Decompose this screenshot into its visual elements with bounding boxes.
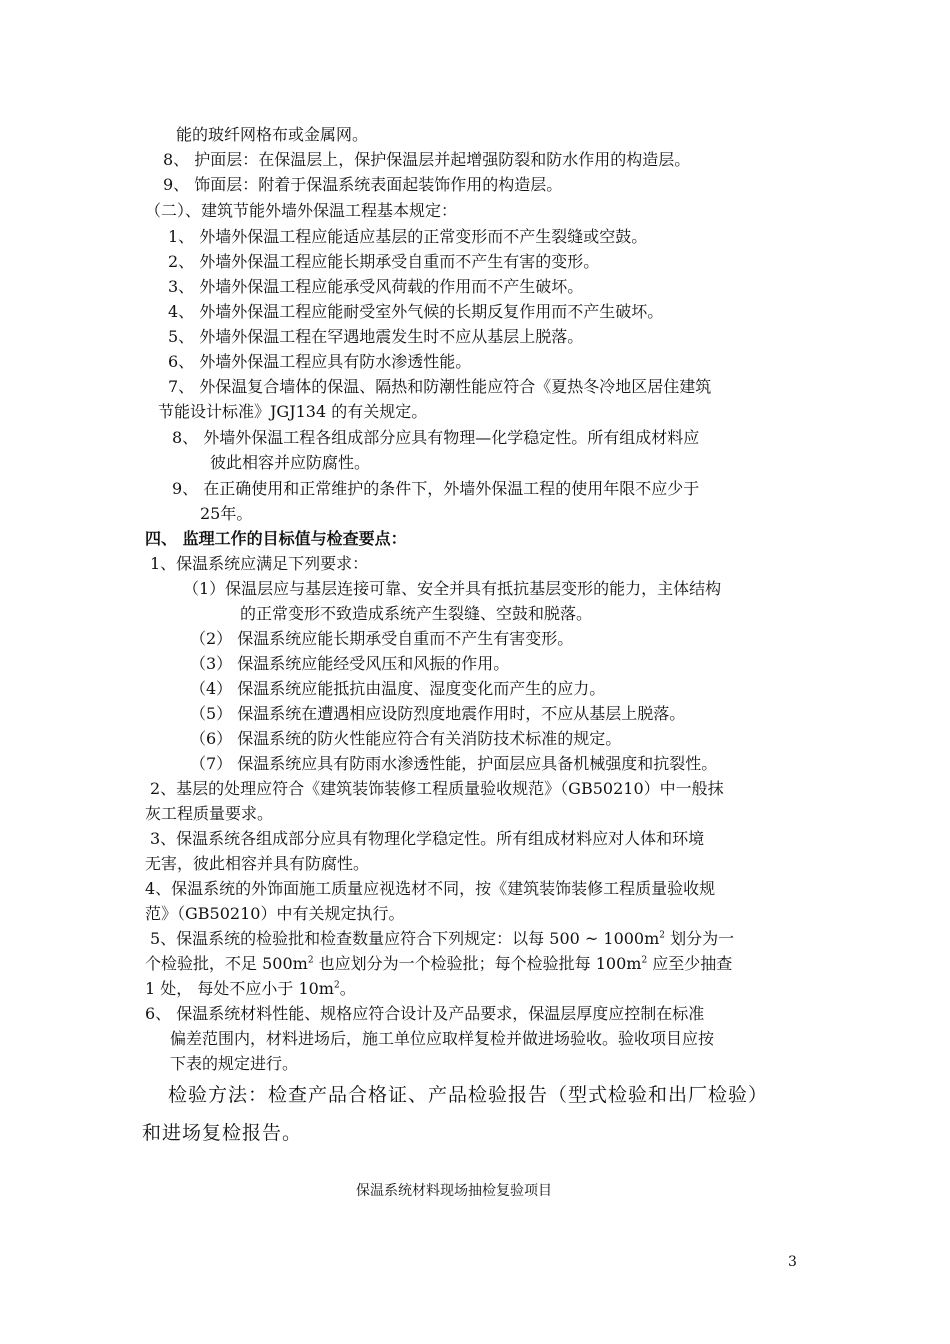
- requirement-5: [150, 927, 734, 951]
- rule-item-8: 8、 外墙外保温工程各组成部分应具有物理—化学稳定性。所有组成材料应: [172, 428, 700, 447]
- list-item-protective-layer: 8、 护面层：在保温层上，保护保温层并起增强防裂和防水作用的构造层。: [163, 150, 691, 169]
- superscript: 2: [659, 930, 666, 941]
- requirement-6-cont-2: 下表的规定进行。: [170, 1054, 299, 1073]
- rule-item-4: 4、 外墙外保温工程应能耐受室外气候的长期反复作用而不产生破坏。: [168, 302, 664, 321]
- rule-item-9-cont: 25年。: [200, 504, 253, 523]
- requirement-3: 3、保温系统各组成部分应具有物理化学稳定性。所有组成材料应对人体和环境: [150, 829, 705, 848]
- inspection-method: 检验方法：检查产品合格证、产品检验报告（型式检验和出厂检验）: [168, 1084, 769, 1106]
- requirement-2-cont: 灰工程质量要求。: [145, 804, 274, 823]
- requirement-2: 2、基层的处理应符合《建筑装饰装修工程质量验收规范》（GB50210）中一般抹: [150, 779, 724, 798]
- text-run: 。: [339, 979, 356, 998]
- rule-item-2: 2、 外墙外保温工程应能长期承受自重而不产生有害的变形。: [168, 252, 600, 271]
- text-run: 划分为一: [665, 929, 735, 948]
- rule-item-8-cont: 彼此相容并应防腐性。: [210, 453, 371, 472]
- text-run: 也应划分为一个检验批；每个检验批每 100m: [313, 954, 642, 973]
- inspection-method-cont: 和进场复检报告。: [142, 1122, 303, 1144]
- requirement-1-sub-4: （4） 保温系统应能抵抗由温度、湿度变化而产生的应力。: [190, 679, 606, 698]
- requirement-1-sub-1-cont: 的正常变形不致造成系统产生裂缝、空鼓和脱落。: [240, 604, 593, 623]
- list-item-finish-layer: 9、 饰面层：附着于保温系统表面起装饰作用的构造层。: [163, 175, 563, 194]
- requirement-1-sub-5: （5） 保温系统在遭遇相应设防烈度地震作用时，不应从基层上脱落。: [190, 704, 686, 723]
- superscript: 2: [333, 980, 340, 991]
- table-caption: 保温系统材料现场抽检复验项目: [356, 1183, 552, 1199]
- rule-item-3: 3、 外墙外保温工程应能承受风荷载的作用而不产生破坏。: [168, 277, 584, 296]
- requirement-1-sub-1: （1）保温层应与基层连接可靠、安全并具有抵抗基层变形的能力，主体结构: [183, 579, 722, 598]
- text-line: 能的玻纤网格布或金属网。: [176, 125, 369, 144]
- requirement-5-cont: [145, 952, 732, 976]
- rule-item-9: 9、 在正确使用和正常维护的条件下，外墙外保温工程的使用年限不应少于: [172, 479, 700, 498]
- requirement-4-cont: 范》（GB50210）中有关规定执行。: [145, 904, 405, 923]
- requirement-1-sub-2: （2） 保温系统应能长期承受自重而不产生有害变形。: [190, 629, 574, 648]
- requirement-1-sub-6: （6） 保温系统的防火性能应符合有关消防技术标准的规定。: [190, 729, 622, 748]
- requirement-3-cont: 无害，彼此相容并具有防腐性。: [145, 854, 370, 873]
- text-run: 应至少抽查: [647, 954, 733, 973]
- text-run: 5、保温系统的检验批和检查数量应符合下列规定：以每 500 ~ 1000m: [150, 929, 660, 948]
- superscript: 2: [307, 955, 314, 966]
- rule-item-7-cont: 节能设计标准》JGJ134 的有关规定。: [158, 402, 428, 421]
- rule-item-7: 7、 外保温复合墙体的保温、隔热和防潮性能应符合《夏热冬冷地区居住建筑: [168, 377, 712, 396]
- rule-item-6: 6、 外墙外保温工程应具有防水渗透性能。: [168, 352, 472, 371]
- superscript: 2: [641, 955, 648, 966]
- rule-item-5: 5、 外墙外保温工程在罕遇地震发生时不应从基层上脱落。: [168, 327, 584, 346]
- requirement-6: 6、 保温系统材料性能、规格应符合设计及产品要求，保温层厚度应控制在标准: [145, 1004, 705, 1023]
- text-run: 个检验批，不足 500m: [145, 954, 308, 973]
- requirement-1-sub-7: （7） 保温系统应具有防雨水渗透性能，护面层应具备机械强度和抗裂性。: [190, 754, 718, 773]
- requirement-1-sub-3: （3） 保温系统应能经受风压和风振的作用。: [190, 654, 510, 673]
- section-heading-supervision: 四、 监理工作的目标值与检查要点：: [145, 529, 407, 548]
- text-run: 1 处， 每处不应小于 10m: [145, 979, 334, 998]
- requirement-5-cont-2: [145, 977, 356, 1001]
- requirement-6-cont: 偏差范围内，材料进场后，施工单位应取样复检并做进场验收。验收项目应按: [170, 1029, 715, 1048]
- page-number: 3: [788, 1254, 797, 1270]
- rule-item-1: 1、 外墙外保温工程应能适应基层的正常变形而不产生裂缝或空鼓。: [168, 227, 648, 246]
- requirement-4: 4、保温系统的外饰面施工质量应视选材不同，按《建筑装饰装修工程质量验收规: [145, 879, 716, 898]
- section-heading-basic-rules: （二）、建筑节能外墙外保温工程基本规定：: [145, 201, 458, 220]
- requirement-1: 1、保温系统应满足下列要求：: [150, 554, 369, 573]
